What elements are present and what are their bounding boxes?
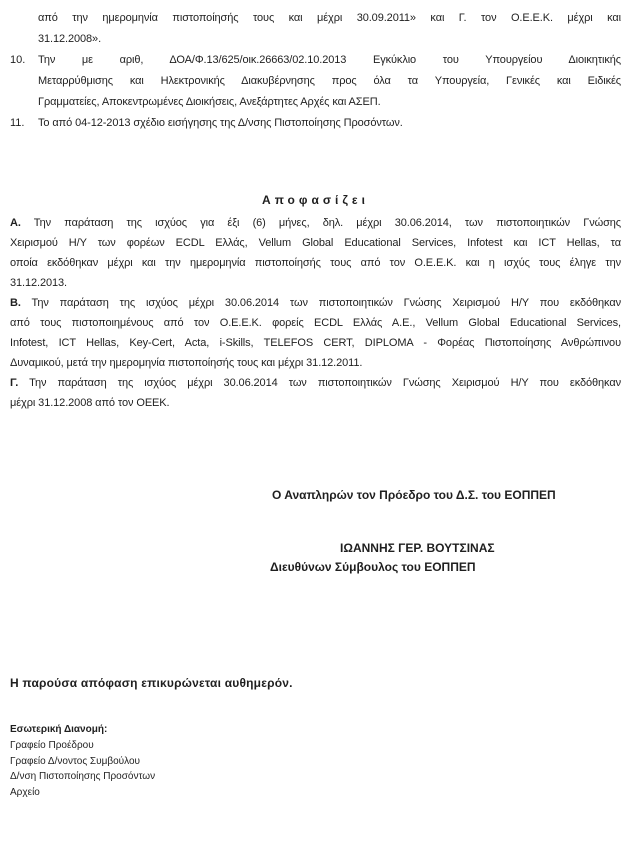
internal-distribution-heading: Εσωτερική Διανομή: [10, 724, 108, 735]
text-line: οποία εκδόθηκαν μέχρι και την ημερομηνία πιστοποίησής τους από τον Ο.Ε.Ε.Κ. και η ισχύς τους έληγε την [10, 257, 621, 269]
distribution-item: Γραφείο Προέδρου [10, 739, 94, 751]
text-line: Γραμματείες, Αποκεντρωμένες Διοικήσεις, Ανεξάρτητες Αρχές και ΑΣΕΠ. [38, 96, 381, 108]
decision-heading: Αποφασίζει [262, 193, 369, 207]
text-line: 31.12.2013. [10, 277, 68, 289]
text-line: από τους πιστοποιημένους από τον Ο.Ε.Ε.Κ. φορείς ECDL Ελλάς Α.Ε., Vellum Global Educational Services, [10, 317, 621, 329]
item-text [38, 50, 621, 113]
text-line: Το από 04-12-2013 σχέδιο εισήγησης της Δ/νσης Πιστοποίησης Προσόντων. [38, 117, 403, 129]
text-line: Γ. Την παράταση της ισχύος μέχρι 30.06.2014 των πιστοποιητικών Γνώσης Χειρισμού Η/Υ που εκδόθηκαν [10, 377, 621, 389]
decision-block [10, 213, 621, 413]
text-line: Χειρισμού Η/Υ των φορέων ECDL Ελλάς, Vellum Global Educational Services, Infotest και ICT Hellas, τα [10, 237, 621, 249]
distribution-item: Γραφείο Δ/νοντος Συμβούλου [10, 755, 140, 767]
distribution-item: Αρχείο [10, 787, 40, 799]
distribution-item: Δ/νση Πιστοποίησης Προσόντων [10, 771, 156, 783]
ratification-note: Η παρούσα απόφαση επικυρώνεται αυθημερόν. [10, 676, 293, 690]
paragraph-label: Β. [10, 297, 21, 309]
text-line: μέχρι 31.12.2008 από τον ΟΕΕΚ. [10, 397, 170, 409]
signatory-name: ΙΩΑΝΝΗΣ ΓΕΡ. ΒΟΥΤΣΙΝΑΣ [340, 541, 495, 555]
item-number: 10. [10, 54, 26, 66]
text-line: Την με αριθ, ΔΟΑ/Φ.13/625/οικ.26663/02.10.2013 Εγκύκλιο του Υπουργείου Διοικητικής [38, 54, 621, 66]
internal-distribution [10, 722, 155, 801]
preamble-item-10 [10, 50, 621, 113]
text-line: Μεταρρύθμισης και Ηλεκτρονικής Διακυβέρνησης προς όλα τα Υπουργεία, Γενικές και Ειδικές [38, 75, 621, 87]
text-line: Infotest, ICT Hellas, Key-Cert, Acta, i-Skills, TELEFOS CERT, DIPLOMA - Φορέας Πιστοποίησης Ανθρώπινου [10, 337, 621, 349]
internal-distribution-list [10, 738, 155, 801]
text-line: Δυναμικού, μετά την ημερομηνία πιστοποίησής τους και μέχρι 31.12.2011. [10, 357, 363, 369]
item-number: 11. [10, 117, 25, 129]
preamble-item-11 [10, 113, 621, 134]
item-text [38, 113, 621, 134]
preamble-continuation-paragraph [38, 8, 621, 50]
text-line: από την ημερομηνία πιστοποίησής τους και μέχρι 30.09.2011» και Γ. τον Ο.Ε.Ε.Κ. μέχρι και [38, 12, 621, 24]
decision-paragraph-b [10, 293, 621, 373]
decision-paragraph-a [10, 213, 621, 293]
signatory-capacity: Ο Αναπληρών τον Πρόεδρο του Δ.Σ. του ΕΟΠΠΕΠ [272, 488, 556, 502]
preamble-block [10, 8, 621, 134]
decision-paragraph-c [10, 373, 621, 413]
text-line: 31.12.2008». [38, 33, 102, 45]
paragraph-label: Γ. [10, 377, 19, 389]
signatory-title: Διευθύνων Σύμβουλος του ΕΟΠΠΕΠ [270, 560, 476, 574]
text-line: Α. Την παράταση της ισχύος για έξι (6) μήνες, δηλ. μέχρι 30.06.2014, των πιστοποιητικών Γνώσης [10, 217, 621, 229]
text-line: Β. Την παράταση της ισχύος μέχρι 30.06.2014 των πιστοποιητικών Γνώσης Χειρισμού Η/Υ που εκδόθηκαν [10, 297, 621, 309]
paragraph-label: Α. [10, 217, 21, 229]
